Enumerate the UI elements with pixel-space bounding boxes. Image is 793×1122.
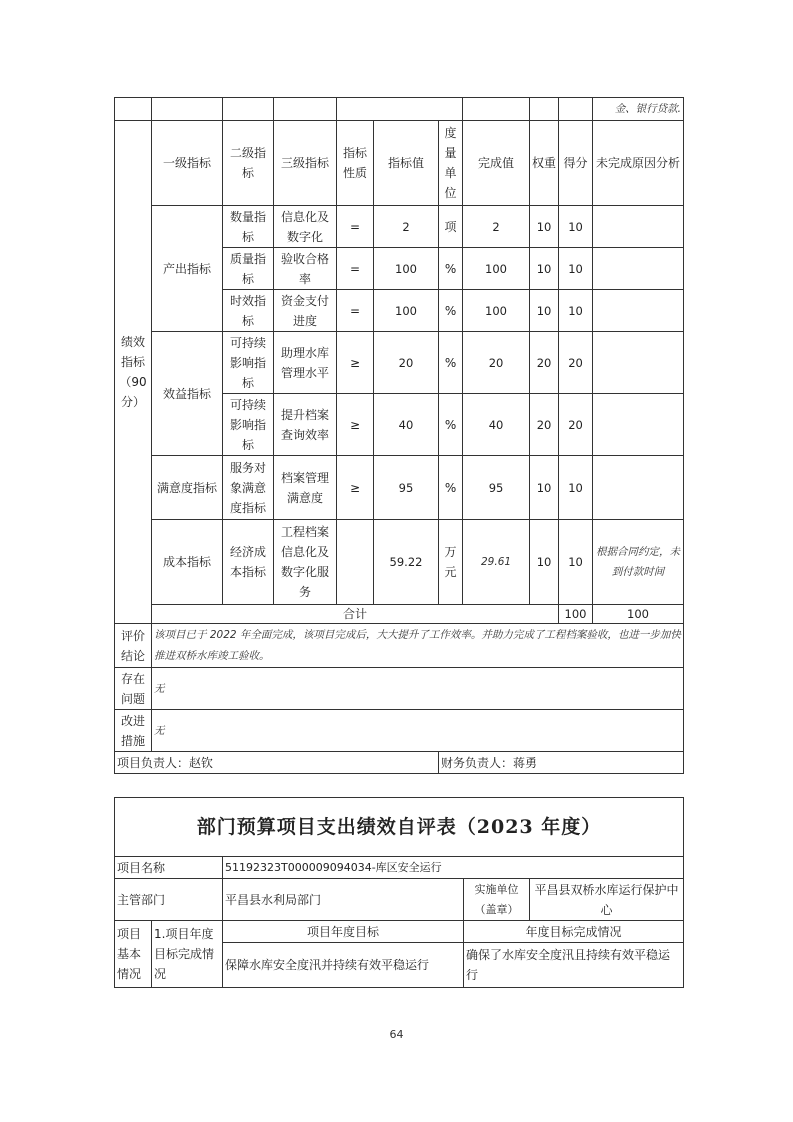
header-score: 得分 [559, 121, 593, 206]
performance-indicator-table [114, 97, 684, 774]
row-unit: % [439, 394, 463, 456]
row-level3: 提升档案查询效率 [274, 394, 337, 456]
header-value: 指标值 [374, 121, 439, 206]
row-nature: = [337, 290, 374, 332]
row-level2: 时效指标 [223, 290, 274, 332]
row-value: 100 [374, 290, 439, 332]
category-cost: 成本指标 [152, 520, 223, 605]
improvements-row [115, 710, 684, 752]
row-completed: 40 [463, 394, 530, 456]
row-level3: 验收合格率 [274, 248, 337, 290]
row-completed: 100 [463, 290, 530, 332]
table-row [115, 456, 684, 520]
total-score: 100 [593, 605, 684, 624]
row-unit: % [439, 332, 463, 394]
row-score: 10 [559, 206, 593, 248]
row-score: 20 [559, 394, 593, 456]
dept-value: 平昌县水利局部门 [223, 879, 464, 921]
self-evaluation-table [114, 797, 684, 988]
category-output: 产出指标 [152, 206, 223, 332]
continuation-row [115, 98, 684, 121]
improvements-label: 改进措施 [115, 710, 152, 752]
row-reason [593, 248, 684, 290]
row-completed: 95 [463, 456, 530, 520]
page-number: 64 [389, 1028, 404, 1041]
row-reason [593, 290, 684, 332]
goal-header-row [115, 921, 684, 943]
row-score: 20 [559, 332, 593, 394]
row-nature: ≥ [337, 332, 374, 394]
row-nature [337, 520, 374, 605]
row-value: 2 [374, 206, 439, 248]
row-unit: 项 [439, 206, 463, 248]
finance-lead: 财务负责人：蒋勇 [439, 752, 684, 774]
row-level3: 资金支付进度 [274, 290, 337, 332]
row-weight: 10 [530, 206, 559, 248]
row-reason [593, 456, 684, 520]
row-level3: 工程档案信息化及数字化服务 [274, 520, 337, 605]
row-completed: 2 [463, 206, 530, 248]
header-weight: 权重 [530, 121, 559, 206]
row-level2: 质量指标 [223, 248, 274, 290]
project-name-row [115, 857, 684, 879]
header-level3: 三级指标 [274, 121, 337, 206]
header-unit: 度量单位 [439, 121, 463, 206]
department-row [115, 879, 684, 921]
impl-label: 实施单位（盖章） [464, 879, 530, 921]
row-nature: = [337, 206, 374, 248]
row-level2: 可持续影响指标 [223, 394, 274, 456]
row-reason [593, 206, 684, 248]
header-level1: 一级指标 [152, 121, 223, 206]
improvements-text: 无 [152, 710, 684, 752]
completion-status: 确保了水库安全度汛且持续有效平稳运行 [464, 943, 684, 988]
table-row [115, 206, 684, 248]
row-unit: 万元 [439, 520, 463, 605]
header-level2: 二级指标 [223, 121, 274, 206]
row-nature: = [337, 248, 374, 290]
form-title: 部门预算项目支出绩效自评表（2023 年度） [115, 798, 684, 857]
table-row [115, 332, 684, 394]
evaluation-label: 评价结论 [115, 624, 152, 668]
header-nature: 指标性质 [337, 121, 374, 206]
row-weight: 10 [530, 248, 559, 290]
row-value: 59.22 [374, 520, 439, 605]
row-value: 20 [374, 332, 439, 394]
row-value: 40 [374, 394, 439, 456]
row-reason [593, 394, 684, 456]
signatures-row [115, 752, 684, 774]
category-benefit: 效益指标 [152, 332, 223, 456]
row-unit: % [439, 248, 463, 290]
continuation-note: 金、银行贷款. [593, 98, 684, 121]
row-score: 10 [559, 248, 593, 290]
row-weight: 10 [530, 520, 559, 605]
row-unit: % [439, 456, 463, 520]
row-reason: 根据合同约定，未到付款时间 [593, 520, 684, 605]
row-level2: 服务对象满意度指标 [223, 456, 274, 520]
header-row [115, 121, 684, 206]
goal-label: 1.项目年度目标完成情况 [152, 921, 223, 988]
issues-label: 存在问题 [115, 668, 152, 710]
dept-label: 主管部门 [115, 879, 223, 921]
row-value: 100 [374, 248, 439, 290]
project-name-label: 项目名称 [115, 857, 223, 879]
row-nature: ≥ [337, 456, 374, 520]
basic-label: 项目基本情况 [115, 921, 152, 988]
completion-header: 年度目标完成情况 [464, 921, 684, 943]
header-reason: 未完成原因分析 [593, 121, 684, 206]
annual-goal: 保障水库安全度汛并持续有效平稳运行 [223, 943, 464, 988]
group-label: 绩效指标（90分） [115, 121, 152, 624]
project-name: 51192323T000009094034-库区安全运行 [223, 857, 684, 879]
row-nature: ≥ [337, 394, 374, 456]
row-weight: 20 [530, 394, 559, 456]
row-score: 10 [559, 456, 593, 520]
row-weight: 10 [530, 290, 559, 332]
impl-value: 平昌县双桥水库运行保护中心 [530, 879, 684, 921]
table-row [115, 520, 684, 605]
evaluation-text: 该项目已于 2022 年全面完成，该项目完成后，大大提升了工作效率。并助力完成了工程档案验收，也进一步加快推进双桥水库竣工验收。 [152, 624, 684, 668]
issues-row [115, 668, 684, 710]
row-weight: 10 [530, 456, 559, 520]
total-label: 合计 [152, 605, 559, 624]
row-score: 10 [559, 520, 593, 605]
row-level2: 数量指标 [223, 206, 274, 248]
row-unit: % [439, 290, 463, 332]
row-level3: 信息化及数字化 [274, 206, 337, 248]
total-weight: 100 [559, 605, 593, 624]
project-lead: 项目负责人：赵钦 [115, 752, 439, 774]
row-completed: 20 [463, 332, 530, 394]
title-row [115, 798, 684, 857]
row-score: 10 [559, 290, 593, 332]
row-weight: 20 [530, 332, 559, 394]
evaluation-row [115, 624, 684, 668]
issues-text: 无 [152, 668, 684, 710]
row-reason [593, 332, 684, 394]
total-row [115, 605, 684, 624]
row-level2: 经济成本指标 [223, 520, 274, 605]
row-level3: 档案管理满意度 [274, 456, 337, 520]
annual-goal-header: 项目年度目标 [223, 921, 464, 943]
category-satisfaction: 满意度指标 [152, 456, 223, 520]
header-completed: 完成值 [463, 121, 530, 206]
row-level2: 可持续影响指标 [223, 332, 274, 394]
row-value: 95 [374, 456, 439, 520]
row-level3: 助理水库管理水平 [274, 332, 337, 394]
row-completed: 29.61 [463, 520, 530, 605]
row-completed: 100 [463, 248, 530, 290]
